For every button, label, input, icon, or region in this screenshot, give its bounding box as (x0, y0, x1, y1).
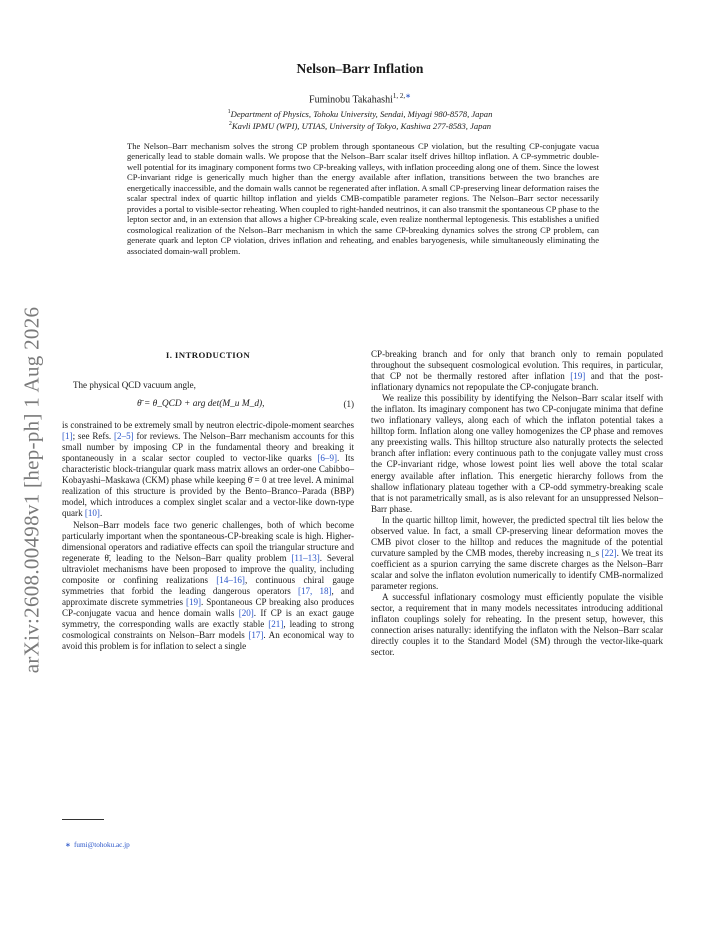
body-text: . If CP is an exact gauge symmetry, the corresponding walls are exactly stable (62, 607, 354, 629)
author-name: Fuminobu Takahashi (309, 94, 393, 106)
affiliation-1-text: Department of Physics, Tohoku University, Sendai, Miyagi 980-8578, Japan (230, 109, 493, 119)
body-text: , leading to strong cosmological constraints on Nelson–Barr models (62, 618, 354, 640)
intro-paragraph-6 (371, 515, 663, 592)
equation-number: (1) (343, 399, 354, 410)
footnote (65, 840, 130, 849)
citation-link[interactable]: [2–5] (114, 431, 134, 442)
citation-link[interactable]: [17] (248, 629, 264, 640)
citation-link[interactable]: [11–13] (291, 552, 320, 563)
citation-link[interactable]: [17, 18] (297, 585, 332, 596)
body-text: . Its characteristic block-triangular quark mass matrix allows an order-one Cabibbo–Kobayashi–Maskawa (CKM) phase while keeping θ̄ = 0 at tree level. A minimal realization of this structure is provided by the Bento–Branco–Parada (BBP) model, which introduces a complex singlet scalar and a vector-like down-type quark (62, 453, 354, 519)
affiliation-2 (0, 121, 720, 131)
affiliation-1-mark: 1 (227, 109, 231, 116)
body-text: ; see Refs. (72, 431, 115, 442)
body-text: , continuous chiral gauge symmetries that forbid the leading dangerous operators (62, 574, 354, 596)
intro-paragraph-1: The physical QCD vacuum angle, (73, 380, 196, 391)
right-column (371, 349, 663, 658)
body-text: and that the post-inflationary dynamics not repopulate the CP-conjugate branch. (371, 371, 663, 393)
body-text: We realize this possibility by identifying the Nelson–Barr scalar itself with the inflaton. Its imaginary component has two CP-conjugate minima that define two inflationary valleys, along each of which the inflaton potential takes a hilltop form. Inflation along one valley homogenizes the CP phase and removes any preexisting walls. This hilltop structure also naturally protects the selected branch after inflation: every continuous path to the conjugate valley must cross the CP-invariant ridge, whose lowest point lies well above the total scalar energy available after inflation. This energetic hierarchy follows from the shallow inflationary plateau together with a CP-odd symmetry-breaking scale that is not parametrically small, as is also relevant for an unsuppressed Nelson–Barr phase. (371, 393, 663, 514)
equation-body: θ̄ = θ_QCD + arg det(M_u M_d), (137, 399, 265, 410)
author-line (0, 92, 720, 105)
intro-paragraph-3 (62, 520, 354, 653)
citation-link[interactable]: [22] (601, 547, 617, 558)
body-text: In the quartic hilltop limit, however, the predicted spectral tilt lies below the observed value. In fact, a small CP-preserving linear deformation moves the CMB pivot closer to the hilltop and reduces the magnitude of the potential curvature sampled by the CMB modes, thereby increasing n_s (371, 514, 663, 558)
citation-link[interactable]: [6–9] (317, 453, 337, 464)
footnote-rule (62, 819, 104, 820)
arxiv-sidebar (14, 306, 50, 674)
body-text: , and approximate discrete symmetries (62, 585, 354, 607)
body-text: . Several ultraviolet mechanisms have been proposed to improve the quality, including composite or confining realizations (62, 552, 354, 585)
affiliation-2-text: Kavli IPMU (WPI), UTIAS, University of Tokyo, Kashiwa 277-8583, Japan (231, 121, 492, 131)
body-text: for reviews. The Nelson–Barr mechanism accounts for this small number by imposing CP in the fundamental theory and breaking it spontaneously in a scalar sector coupled to vector-like quarks (62, 431, 354, 464)
citation-link[interactable]: [1] (62, 431, 73, 442)
intro-paragraph-4 (371, 349, 663, 393)
body-text: . (99, 508, 103, 519)
author-footnote-link[interactable]: ∗ (405, 92, 411, 100)
citation-link[interactable]: [20] (238, 607, 254, 618)
citation-link[interactable]: [19] (185, 596, 202, 607)
citation-link[interactable]: [21] (268, 618, 284, 629)
affiliation-1 (0, 109, 720, 119)
citation-link[interactable]: [10] (84, 508, 100, 519)
left-column (62, 350, 354, 652)
body-text: A successful inflationary cosmology must efficiently populate the visible sector, a requirement that in many models necessitates introducing additional inflaton couplings solely for reheating. In the present setup, however, this connection arises naturally: identifying the inflaton with the Nelson–Barr scalar directly couples it to the Standard Model (SM) through the vector-like-quark sector. (371, 592, 663, 658)
intro-paragraph-2 (62, 420, 354, 519)
author-email-link[interactable]: fumi@tohoku.ac.jp (74, 841, 130, 849)
paper-title: Nelson–Barr Inflation (296, 61, 424, 76)
body-text: . We treat its coefficient as a spurion carrying the same discrete charges as the Nelson–Barr scalar and solve the inflaton evolution numerically to identify CMB-normalized parameter regions. (371, 547, 663, 591)
body-text: . An economical way to avoid this problem is for inflation to select a single (62, 629, 355, 652)
footnote-mark: ∗ (65, 841, 72, 849)
citation-link[interactable]: [19] (570, 371, 586, 382)
affiliation-2-mark: 2 (228, 121, 232, 128)
citation-link[interactable]: [14–16] (216, 574, 245, 585)
intro-paragraph-5 (371, 393, 663, 515)
body-text: Nelson–Barr models face two generic challenges, both of which become particularly important when the spontaneous-CP-breaking scale is high. Higher-dimensional operators and radiative effects can spoil the triangular structure and regenerate θ̄, leading to the Nelson–Barr quality problem (62, 519, 354, 563)
intro-paragraph-7 (371, 592, 663, 658)
section-heading: I. INTRODUCTION (165, 350, 251, 360)
body-text: CP-breaking branch and for only that branch only to remain populated throughout the subsequent cosmological evolution. This requires, in particular, that CP not be thermally restored after inflation (371, 349, 663, 382)
abstract: The Nelson–Barr mechanism solves the strong CP problem through spontaneous CP violation, but the resulting CP-conjugate vacua generically lead to stable domain walls. We propose that the Nelson–Barr scalar itself drives hilltop inflation. A CP-symmetric double-well potential for its imaginary component forms two CP-breaking valleys, with inflation proceeding along one of them. Since the lowest CP-invariant ridge is generically much higher than the energy available after inflation, transitions between the two branches are energetically inaccessible, and the domain walls cannot be regenerated after inflation. A small CP-preserving linear deformation raises the scalar spectral index of quartic hilltop inflation and yields CMB-compatible parameter regions. The Nelson–Barr sector necessarily provides a portal to visible-sector reheating. When coupled to right-handed neutrinos, it can also transmit the spontaneous CP phase to the lepton sector and, in an extension that allows a higher CP-breaking scale, even realize nonthermal leptogenesis. This establishes a unified cosmological realization of the Nelson–Barr mechanism in which the same CP-breaking dynamics solves the strong CP problem, can generate quark and lepton CP violation, drives inflation and reheating, and enables baryogenesis, while simultaneously eliminating the associated domain-wall problem. (127, 141, 599, 256)
arxiv-id-stamp: arXiv:2608.00498v1 [hep-ph] 1 Aug 2026 (19, 306, 44, 674)
body-text: . Spontaneous CP breaking also produces CP-conjugate vacua and hence domain walls (62, 596, 355, 618)
author-affil-marks: 1, 2, (392, 92, 406, 100)
body-text: is constrained to be extremely small by neutron electric-dipole-moment searches (62, 420, 354, 431)
equation-1 (62, 394, 354, 418)
